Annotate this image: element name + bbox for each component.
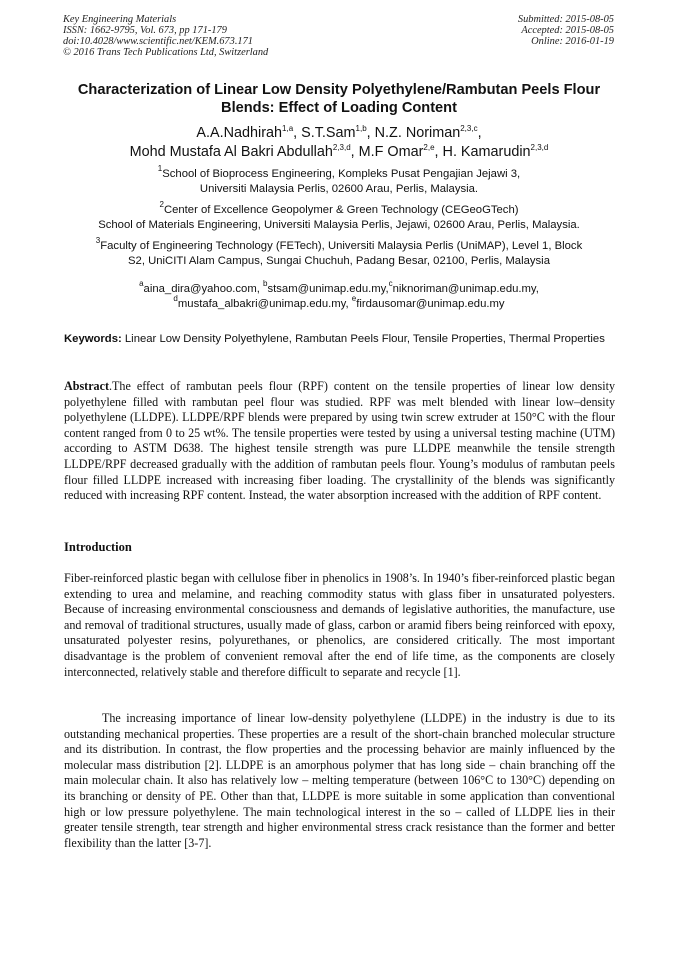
author-list: A.A.Nadhirah$^{1,a}$, S.T.Sam$^{1,b}$, N.Z. Noriman$^{2,3,c}$, Mohd Mustafa Al Bakri Abdullah$^{2,3,d}$, M.F Omar$^{2,e}$, H. Kamarudin$^{2,3,d}$: [129, 124, 549, 160]
affiliation-line: School of Bioprocess Engineering, Kompleks Pusat Pengajian Jejawi 3,: [162, 168, 521, 180]
affiliation-mark: 1: [157, 164, 163, 173]
journal-info: [63, 14, 268, 58]
abstract-text: .The effect of rambutan peels flour (RPF) content on the tensile properties of linear low density polyethylene filled with rambutan peel flour was studied. RPF was melt blended with linear low–density polyethylene (LLDPE). LLDPE/RPF blends were prepared by using twin screw extruder at 150°C with the flour content ranged from 0 to 25 wt%. The tensile properties were tested by using a universal testing machine (UTM) according to ASTM D638. The highest tensile strength was pure LLDPE meanwhile the tensile strength LLDPE/RPF decreased gradually with the addition of rambutan peels flour. Young’s modulus of rambutan peels flour filled LLDPE increased with increasing fiber loading. The crystallinity of the blends was significantly reduced with increasing RPF content. Instead, the water absorption increased with the addition of RPF content.: [64, 379, 615, 503]
keywords: [64, 331, 615, 347]
email-address: firdausomar@unimap.edu.my: [356, 298, 505, 310]
email-mark: d: [173, 294, 178, 303]
email-list: [56, 279, 622, 312]
author-name: M.F Omar: [358, 144, 424, 160]
email-address: mustafa_albakri@unimap.edu.my,: [177, 298, 352, 310]
author-affiliation-mark: 2,3,d: [530, 143, 549, 152]
affiliation-line: School of Materials Engineering, Universiti Malaysia Perlis, Jejawi, 02600 Arau, Perlis, Malaysia.: [98, 219, 580, 231]
paper-title: Characterization of Linear Low Density Polyethylene/Rambutan Peels Flour Blends: Effect of Loading Content: [77, 82, 601, 116]
copyright-line: © 2016 Trans Tech Publications Ltd, Switzerland: [63, 47, 269, 58]
email-address: aina_dira@yahoo.com,: [143, 283, 264, 295]
email-address: stsam@unimap.edu.my,: [267, 283, 389, 295]
doi-line: doi:10.4028/www.scientific.net/KEM.673.171: [63, 36, 253, 47]
author-name: A.A.Nadhirah: [196, 125, 283, 141]
author-affiliation-mark: 1,b: [355, 124, 367, 133]
introduction-paragraph-1: Fiber-reinforced plastic began with cellulose fiber in phenolics in 1908’s. In 1940’s fiber-reinforced plastic began extending to urea and melamine, and reaching commodity status with glass fiber in unsaturated polyesters. Because of increasing environmental consciousness and demands of legislative authorities, the manufacture, use and removal of traditional structures, usually made of glass, carbon or aramid fibers being reinforced with epoxy, unsaturated polyester resins, polyurethanes, or phenolics, are considered critically. The most important disadvantage is the problem of convenient removal after the end of life time, as the components are closely interconnected, relatively stable and therefore difficult to separate and recycle [1].: [64, 571, 615, 679]
author-name: H. Kamarudin: [442, 144, 531, 160]
author-name: N.Z. Noriman: [374, 125, 461, 141]
keywords-text: Linear Low Density Polyethylene, Rambutan Peels Flour, Tensile Properties, Thermal Properties: [121, 333, 605, 345]
accepted-date: Accepted: 2015-08-05: [521, 25, 614, 36]
introduction-heading: Introduction: [64, 540, 132, 554]
author-name: S.T.Sam: [301, 125, 356, 141]
affiliation-line: S2, UniCITI Alam Campus, Sungai Chuchuh, Padang Besar, 02100, Perlis, Malaysia: [128, 255, 550, 267]
abstract-label: Abstract: [64, 379, 110, 393]
affiliation: [56, 200, 622, 233]
author-affiliation-mark: 2,3,c: [460, 124, 478, 133]
keywords-label: Keywords:: [64, 333, 122, 345]
email-address: niknoriman@unimap.edu.my,: [392, 283, 539, 295]
affiliation-line: Universiti Malaysia Perlis, 02600 Arau, Perlis, Malaysia.: [199, 183, 479, 195]
email-mark: e: [351, 294, 357, 303]
affiliation-line: Center of Excellence Geopolymer & Green Technology (CEGeoGTech): [163, 204, 519, 216]
affiliation-mark: 2: [159, 200, 164, 209]
author-affiliation-mark: 1,a: [282, 124, 294, 133]
submitted-date: Submitted: 2015-08-05: [517, 14, 614, 25]
affiliation-mark: 3: [95, 236, 101, 245]
issn-line: ISSN: 1662-9795, Vol. 673, pp 171-179: [63, 25, 227, 36]
email-mark: a: [139, 279, 144, 288]
affiliation: [56, 236, 622, 269]
introduction-paragraph-2: The increasing importance of linear low-density polyethylene (LLDPE) in the industry is due to its outstanding mechanical properties. These properties are a result of the short-chain branched molecular structure and its distribution. In contrast, the flow properties and the processing behavior are mainly influenced by the molecular mass distribution [2]. LLDPE is an amorphous polymer that has long side – chain branching off the main molecular chain. It also has relatively low – melting temperature (between 106°C to 130°C) depending on its branching or density of PE. Other than that, LLDPE is more suitable in some application than conventional high or low pressure polyethylene. The main technological interest in the so – called of LLDPE lies in their greater tensile strength, tear strength and higher environmental stress crack resistance than the former and better flexibility than the latter [3-7].: [64, 711, 615, 850]
author-affiliation-mark: 2,3,d: [332, 143, 351, 152]
affiliation: [56, 164, 622, 197]
journal-name: Key Engineering Materials: [63, 14, 177, 25]
email-mark: c: [388, 279, 393, 288]
author-affiliation-mark: 2,e: [423, 143, 435, 152]
abstract: [64, 379, 615, 504]
affiliation-line: Faculty of Engineering Technology (FETech), Universiti Malaysia Perlis (UniMAP), Level 1, Block: [100, 240, 583, 252]
online-date: Online: 2016-01-19: [531, 36, 614, 47]
author-name: Mohd Mustafa Al Bakri Abdullah: [129, 144, 333, 160]
dates-info: [518, 14, 614, 47]
email-mark: b: [263, 279, 268, 288]
